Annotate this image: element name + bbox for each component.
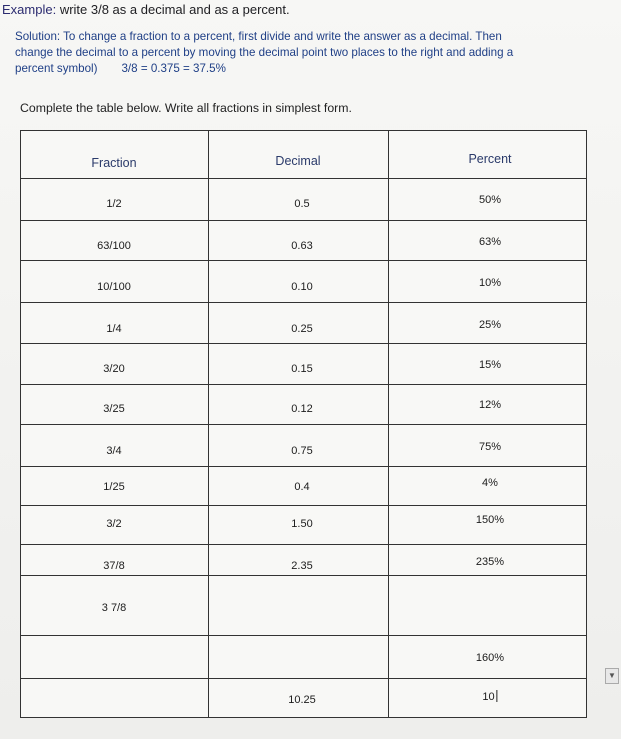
table-row-line: [20, 302, 587, 303]
table-cell-percent: 235%: [475, 556, 505, 568]
table-cell-decimal: 0.5: [294, 198, 310, 210]
solution-equation: 3/8 = 0.375 = 37.5%: [121, 62, 226, 75]
table-cell-fraction: 3/2: [106, 518, 122, 530]
instruction-text: Complete the table below. Write all fractions in simplest form.: [20, 101, 352, 115]
example-text: write 3/8 as a decimal and as a percent.: [56, 2, 290, 17]
table-cell-percent: 10%: [478, 277, 502, 289]
example-line: [2, 2, 290, 17]
table-cell-decimal: 0.15: [291, 363, 313, 375]
table-cell-decimal: 0.12: [291, 403, 313, 415]
example-label: Example:: [2, 2, 57, 17]
table-row-line: [20, 343, 587, 344]
table-row-line: [20, 384, 587, 385]
table-row-line: [20, 575, 587, 576]
header-decimal: Decimal: [275, 154, 321, 168]
header-percent: Percent: [468, 152, 512, 166]
table-cell-percent: 4%: [482, 477, 498, 489]
table-cell-percent: 25%: [478, 319, 502, 331]
table-cell-decimal: 2.35: [291, 560, 313, 572]
table-row-line: [20, 717, 587, 718]
table-cell-decimal: 0.10: [291, 281, 313, 293]
table-cell-fraction: 1/4: [106, 323, 122, 335]
table-row-line: [20, 544, 587, 545]
table-border-top: [20, 130, 587, 131]
conversion-table: [20, 130, 587, 718]
table-row-line: [20, 505, 587, 506]
table-cell-decimal: 0.75: [291, 445, 313, 457]
table-cell-decimal: 0.4: [294, 481, 310, 493]
table-cell-percent: 150%: [475, 514, 505, 526]
table-cell-percent: 10: [482, 690, 497, 703]
solution-line-3: [15, 62, 226, 75]
solution-line-2: change the decimal to a percent by moving the decimal point two places to the right and adding a: [15, 46, 514, 59]
table-row-line: [20, 635, 587, 636]
table-row-line: [20, 424, 587, 425]
table-cell-fraction: 1/25: [103, 481, 125, 493]
solution-line-3-text: percent symbol): [15, 62, 98, 75]
table-cell-fraction: 3/4: [106, 445, 122, 457]
table-cell-fraction: 1/2: [106, 198, 122, 210]
table-row-line: [20, 260, 587, 261]
table-row-line: [20, 466, 587, 467]
table-cell-fraction: 63/100: [97, 240, 131, 252]
table-cell-decimal: 0.63: [291, 240, 313, 252]
table-cell-percent: 12%: [478, 399, 502, 411]
table-row-line: [20, 678, 587, 679]
table-cell-percent: 75%: [478, 441, 502, 453]
table-cell-fraction: 3/25: [103, 403, 125, 415]
table-row-line: [20, 220, 587, 221]
solution-line-1: Solution: To change a fraction to a percent, first divide and write the answer as a decimal. Then: [15, 30, 502, 43]
table-cell-percent: 160%: [475, 652, 505, 664]
table-cell-decimal: 1.50: [291, 518, 313, 530]
table-cell-fraction: 37/8: [103, 560, 125, 572]
table-cell-decimal: 10.25: [288, 694, 316, 706]
table-cell-fraction: 3 7/8: [101, 602, 127, 614]
table-cell-percent: 63%: [478, 236, 502, 248]
header-fraction: Fraction: [91, 156, 137, 170]
table-cell-percent: 15%: [478, 359, 502, 371]
table-row-line: [20, 178, 587, 179]
text-cursor: [497, 690, 498, 702]
table-cell-percent: 50%: [478, 194, 502, 206]
table-cell-decimal: 0.25: [291, 323, 313, 335]
chevron-down-icon[interactable]: ▼: [605, 668, 619, 684]
table-cell-fraction: 3/20: [103, 363, 125, 375]
table-cell-fraction: 10/100: [97, 281, 131, 293]
